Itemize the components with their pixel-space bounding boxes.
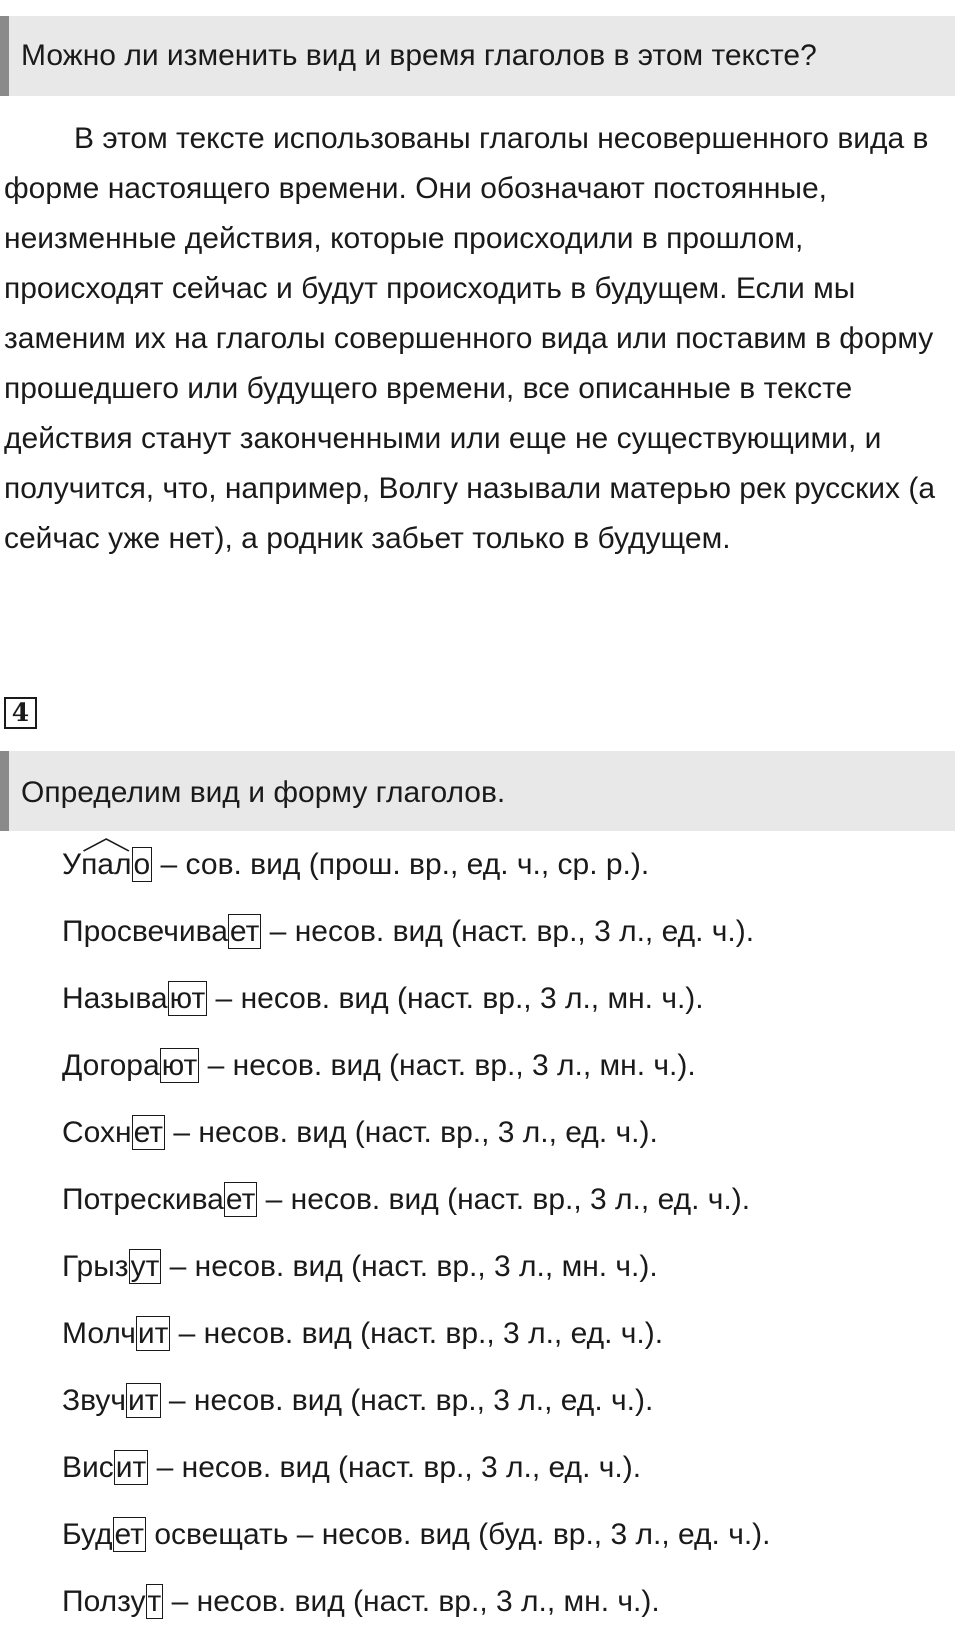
verb-item [62,1450,770,1517]
verb-stem: Грыз [62,1250,129,1283]
root-arc-mark [81,838,131,852]
verb-stem: Называ [62,982,168,1015]
verb-stem: Сохн [62,1116,132,1149]
verb-ending: ит [137,1317,169,1350]
verb-stem: Буд [62,1518,113,1551]
verb-ending: о [133,848,151,881]
verb-description: – несов. вид (наст. вр., 3 л., мн. ч.). [161,1250,658,1283]
verb-item [62,1115,770,1182]
verb-item [62,1249,770,1316]
verb-item [62,914,770,981]
verb-item [62,847,770,914]
verb-ending: ут [130,1250,160,1283]
verb-ending: т [147,1585,162,1618]
verb-ending: ют [161,1049,198,1082]
verb-description: – несов. вид (наст. вр., 3 л., ед. ч.). [257,1183,751,1216]
answer-text: В этом тексте использованы глаголы несовершенного вида в форме настоящего времени. Они обозначают постоянные, неизменные действия, которые происходили в прошлом, происходят сейчас и будут происходить в будущем. Если мы заменим их на глаголы совершенного вида или поставим в форму прошедшего или будущего времени, все описанные в тексте действия станут законченными или еще не существующими, и получится, что, например, Волгу называли матерью рек русских (а сейчас уже нет), а родник забьет только в будущем. [4,122,936,555]
verb-ending: ит [115,1451,147,1484]
verb-description: – несов. вид (наст. вр., 3 л., мн. ч.). [199,1049,696,1082]
verb-stem: Вис [62,1451,114,1484]
verb-description: – сов. вид (прош. вр., ед. ч., ср. р.). [152,848,650,881]
question-heading [0,16,955,96]
task-heading [0,751,955,831]
verb-item [62,1316,770,1383]
task-number-box: 4 [4,697,37,729]
verb-prefix: У [62,848,82,881]
verb-list [62,847,770,1651]
task-text: Определим вид и форму глаголов. [21,776,506,809]
verb-ending: ет [133,1116,164,1149]
verb-item [62,1182,770,1249]
verb-description: – несов. вид (наст. вр., 3 л., мн. ч.). [207,982,704,1015]
verb-description: – несов. вид (буд. вр., 3 л., ед. ч.). [288,1518,771,1551]
verb-item [62,981,770,1048]
verb-stem: Просвечива [62,915,228,948]
verb-stem: Ползу [62,1585,146,1618]
verb-stem: Потрескива [62,1183,224,1216]
verb-description: – несов. вид (наст. вр., 3 л., ед. ч.). [261,915,755,948]
verb-stem: Звуч [62,1384,127,1417]
verb-stem: Молч [62,1317,136,1350]
verb-description: – несов. вид (наст. вр., 3 л., ед. ч.). [160,1384,654,1417]
verb-root: пал [81,848,131,881]
verb-item [62,1517,770,1584]
verb-description: – несов. вид (наст. вр., 3 л., ед. ч.). [170,1317,664,1350]
verb-description: – несов. вид (наст. вр., 3 л., мн. ч.). [163,1585,660,1618]
verb-stem: Догора [62,1049,160,1082]
verb-description: – несов. вид (наст. вр., 3 л., ед. ч.). [165,1116,658,1149]
verb-item [62,1584,770,1651]
verb-after: освещать [145,1518,289,1551]
verb-item [62,1383,770,1450]
verb-item [62,1048,770,1115]
verb-ending: ет [229,915,260,948]
verb-stem [62,848,132,881]
verb-description: – несов. вид (наст. вр., 3 л., ед. ч.). [148,1451,642,1484]
answer-paragraph [4,114,954,564]
verb-ending: ет [225,1183,256,1216]
verb-ending: ет [114,1518,144,1551]
verb-ending: ит [128,1384,159,1417]
verb-ending: ют [169,982,206,1015]
question-text: Можно ли изменить вид и время глаголов в этом тексте? [21,39,817,72]
